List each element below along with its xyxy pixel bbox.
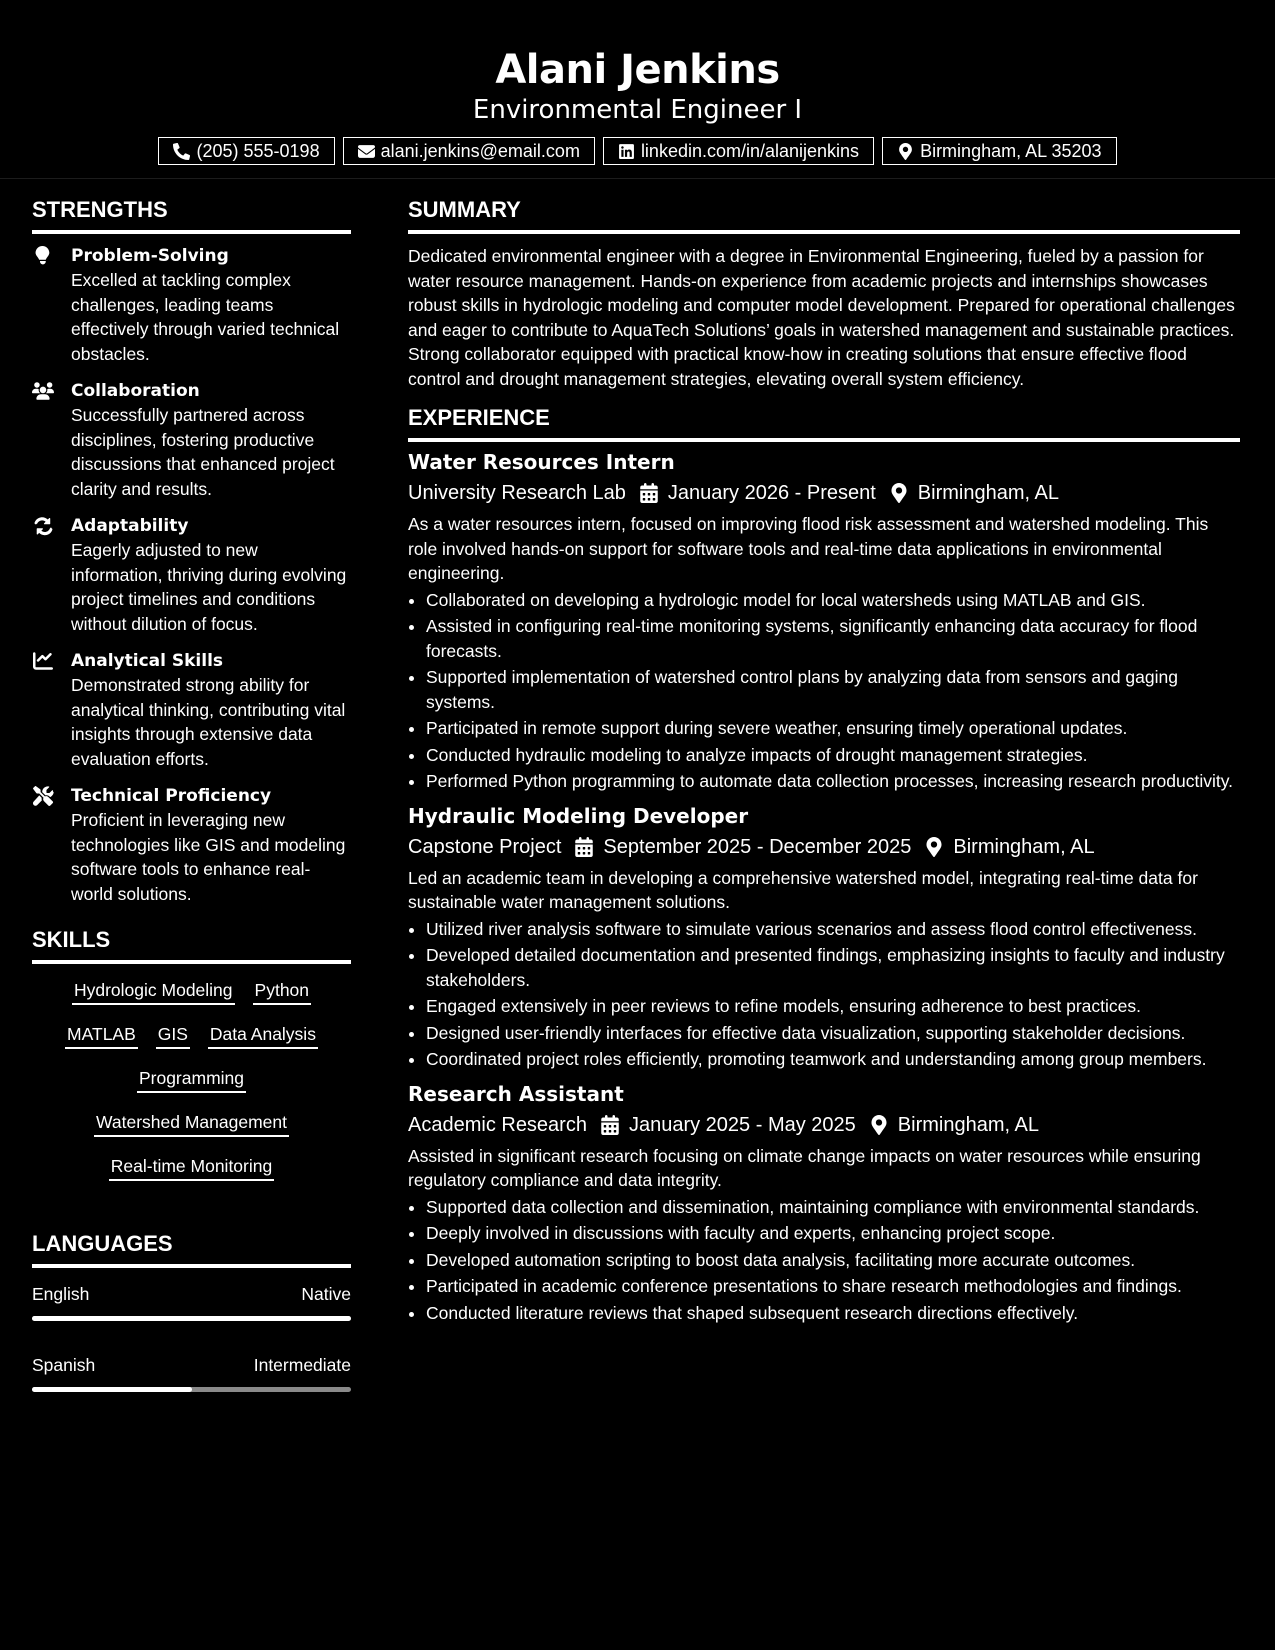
job-title-heading: Environmental Engineer I <box>472 95 803 125</box>
map-pin-icon <box>897 143 914 160</box>
summary-section <box>408 196 1240 391</box>
skill-tag: Watershed Management <box>94 1110 289 1137</box>
skill-tag: Hydrologic Modeling <box>72 978 235 1005</box>
language-level: Intermediate <box>253 1355 351 1375</box>
job-bullet: • Supported implementation of watershed control plans by analyzing data from sensors and gaging systems. <box>426 665 1240 714</box>
skill-tag: Data Analysis <box>208 1022 318 1049</box>
job-bullet: • Supported data collection and dissemination, maintaining compliance with environmental standards. <box>426 1195 1240 1220</box>
job-bullet: • Utilized river analysis software to simulate various scenarios and assess flood control effectiveness. <box>426 917 1240 942</box>
job-bullet: • Developed detailed documentation and presented findings, emphasizing insights to faculty and industry stakeholders. <box>426 943 1240 992</box>
job-list <box>408 448 1240 1325</box>
job-bullet: • Collaborated on developing a hydrologic model for local watersheds using MATLAB and GIS. <box>426 588 1240 613</box>
experience-section <box>408 404 1240 1325</box>
experience-title: EXPERIENCE <box>408 404 1240 442</box>
right-column <box>408 196 1240 1333</box>
skill-tag: Real-time Monitoring <box>109 1154 274 1181</box>
job-location: Birmingham, AL <box>897 1113 1039 1136</box>
resume-header <box>0 0 1275 179</box>
strengths-section <box>32 196 351 906</box>
language-name: English <box>32 1284 90 1304</box>
skill-tag: Python <box>253 978 311 1005</box>
envelope-icon <box>358 143 375 160</box>
linkedin-text: linkedin.com/in/alanijenkins <box>640 140 860 161</box>
calendar-icon <box>601 1115 619 1135</box>
strength-item <box>32 514 351 636</box>
skill-tag: MATLAB <box>65 1022 138 1049</box>
job-bullet: • Conducted hydraulic modeling to analyze impacts of drought management strategies. <box>426 743 1240 768</box>
calendar-icon <box>575 837 593 857</box>
job-bullet: • Designed user-friendly interfaces for effective data visualization, supporting stakeholder decisions. <box>426 1021 1240 1046</box>
language-item <box>32 1282 351 1321</box>
map-pin-icon <box>870 1115 888 1135</box>
job-dates: September 2025 - December 2025 <box>603 835 912 858</box>
proficiency-bar-fill <box>32 1387 192 1392</box>
language-name: Spanish <box>32 1355 96 1375</box>
job-dates: January 2026 - Present <box>667 482 876 504</box>
strength-name: Technical Proficiency <box>71 786 272 806</box>
job-description: As a water resources intern, focused on improving flood risk assessment and watershed modeling. This role involved hands-on support for software tools and real-time data applications in environmental engineering. <box>408 514 1209 583</box>
job-description: Led an academic team in developing a comprehensive watershed model, integrating real-time data for sustainable water management solutions. <box>408 867 1198 912</box>
language-item <box>32 1353 351 1392</box>
job-bullet: • Assisted in configuring real-time monitoring systems, significantly enhancing data accuracy for flood forecasts. <box>426 614 1240 663</box>
strength-item <box>32 784 351 906</box>
job-location: Birmingham, AL <box>953 835 1095 858</box>
candidate-name: Alani Jenkins <box>495 47 780 93</box>
job-bullet: • Engaged extensively in peer reviews to refine models, ensuring adherence to best practices. <box>426 994 1240 1019</box>
job-meta <box>408 478 1240 508</box>
strength-item <box>32 244 351 366</box>
job-bullet: • Conducted literature reviews that shaped subsequent research directions effectively. <box>426 1301 1240 1326</box>
job-title: Hydraulic Modeling Developer <box>408 803 749 828</box>
job-bullets <box>408 1195 1240 1326</box>
job-bullets <box>408 588 1240 794</box>
job-bullet: • Developed automation scripting to boost data analysis, facilitating more accurate outcomes. <box>426 1248 1240 1273</box>
job-bullet: • Participated in academic conference presentations to share research methodologies and findings. <box>426 1274 1240 1299</box>
skills-section <box>32 926 351 1198</box>
skills-list <box>32 974 351 1198</box>
location-text: Birmingham, AL 35203 <box>920 140 1102 161</box>
contact-location <box>882 137 1116 165</box>
tools-icon <box>32 786 54 806</box>
job-bullet: • Participated in remote support during severe weather, ensuring timely operational updates. <box>426 716 1240 741</box>
job-bullets <box>408 917 1240 1072</box>
strength-name: Analytical Skills <box>71 651 224 671</box>
phone-icon <box>173 143 190 160</box>
contact-linkedin[interactable] <box>603 137 874 165</box>
calendar-icon <box>640 483 658 503</box>
sync-icon <box>32 516 54 536</box>
job-bullet: • Performed Python programming to automate data collection processes, increasing research productivity. <box>426 769 1240 794</box>
summary-title: SUMMARY <box>408 196 1240 234</box>
users-icon <box>32 381 54 401</box>
languages-title: LANGUAGES <box>32 1230 351 1268</box>
languages-section <box>32 1230 351 1392</box>
strength-desc: Eagerly adjusted to new information, thriving during evolving project timelines and conditions without dilution of focus. <box>71 540 347 634</box>
strengths-title: STRENGTHS <box>32 196 351 234</box>
summary-text: Dedicated environmental engineer with a degree in Environmental Engineering, fueled by a passion for water resource management. Hands-on experience from academic projects and internships showcases robust skills in hydrologic modeling and computer model development. Prepared for operational challenges and eager to contribute to AquaTech Solutions’ goals in watershed management and sustainable practices. Strong collaborator equipped with practical know-how in creating solutions that ensure effective flood control and drought management strategies, elevating overall system efficiency. <box>408 246 1235 389</box>
proficiency-bar-fill <box>32 1316 351 1321</box>
skills-title: SKILLS <box>32 926 351 964</box>
map-pin-icon <box>925 837 943 857</box>
strength-name: Adaptability <box>71 516 189 536</box>
left-column <box>32 196 351 1416</box>
phone-text: (205) 555-0198 <box>196 140 320 161</box>
language-level: Native <box>301 1284 351 1304</box>
job-org: Capstone Project <box>408 835 562 858</box>
strength-item <box>32 649 351 771</box>
proficiency-bar <box>32 1316 351 1321</box>
job-org: University Research Lab <box>408 482 626 504</box>
strength-desc: Successfully partnered across disciplines, fostering productive discussions that enhanced project clarity and results. <box>71 405 335 499</box>
job-bullet: • Coordinated project roles efficiently, promoting teamwork and understanding among group members. <box>426 1047 1240 1072</box>
skill-tag: GIS <box>156 1022 190 1049</box>
lightbulb-icon <box>32 246 54 266</box>
job-bullet: • Deeply involved in discussions with faculty and experts, enhancing project scope. <box>426 1221 1240 1246</box>
strength-desc: Demonstrated strong ability for analytical thinking, contributing vital insights through extensive data evaluation efforts. <box>71 675 346 769</box>
strength-item <box>32 379 351 501</box>
job-meta <box>408 1110 1240 1140</box>
proficiency-bar <box>32 1387 351 1392</box>
job-dates: January 2025 - May 2025 <box>628 1113 856 1136</box>
linkedin-icon <box>618 143 635 160</box>
job-entry <box>408 448 1240 794</box>
chart-line-icon <box>32 651 54 671</box>
job-title: Water Resources Intern <box>408 450 675 474</box>
strength-desc: Excelled at tackling complex challenges, leading teams effectively through varied technical obstacles. <box>71 270 340 364</box>
job-org: Academic Research <box>408 1113 587 1136</box>
strength-desc: Proficient in leveraging new technologies like GIS and modeling software tools to enhance real-world solutions. <box>71 810 346 904</box>
contact-bar <box>0 137 1275 165</box>
job-title: Research Assistant <box>408 1081 624 1106</box>
contact-phone[interactable] <box>158 137 334 165</box>
job-entry <box>408 1080 1240 1326</box>
contact-email[interactable] <box>343 137 595 165</box>
job-entry <box>408 802 1240 1072</box>
map-pin-icon <box>890 483 908 503</box>
job-description: Assisted in significant research focusing on climate change impacts on water resources while ensuring regulatory compliance and data integrity. <box>408 1145 1201 1190</box>
skill-tag: Programming <box>137 1066 246 1093</box>
email-text: alani.jenkins@email.com <box>380 140 580 161</box>
job-meta <box>408 832 1240 862</box>
job-location: Birmingham, AL <box>917 482 1059 504</box>
strength-name: Collaboration <box>71 381 200 401</box>
strength-name: Problem-Solving <box>71 246 229 266</box>
